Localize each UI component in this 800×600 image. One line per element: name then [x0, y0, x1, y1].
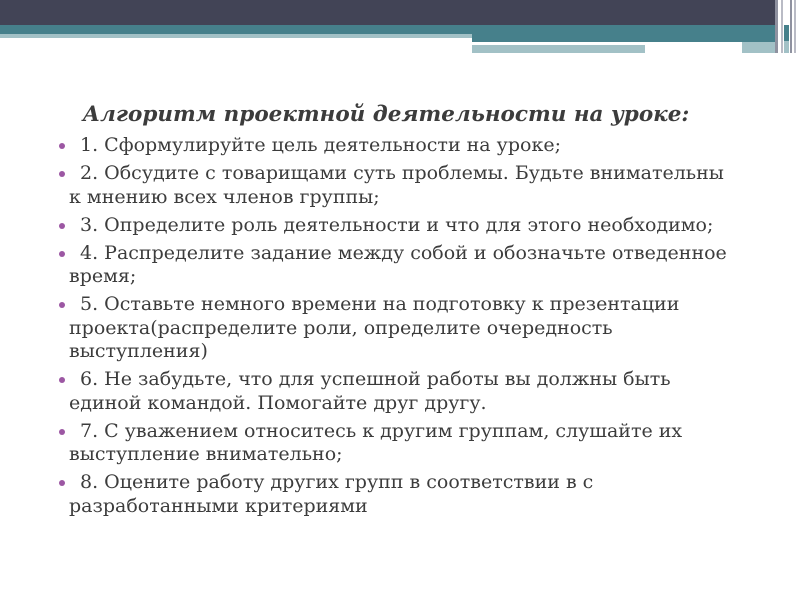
list-item [36, 368, 738, 415]
header-bar-lightteal-left [0, 34, 472, 38]
bullet-list [36, 134, 738, 523]
bullet-text: 6. Не забудьте, что для успешной работы вы должны быть единой командой. Помогайте друг другу. [69, 368, 671, 414]
corner-stripe-2 [781, 0, 783, 53]
bullet-marker-icon [59, 480, 65, 486]
list-item [36, 134, 738, 158]
list-item [36, 471, 738, 518]
bullet-marker-icon [59, 251, 65, 257]
bullet-marker-icon [59, 171, 65, 177]
bullet-text: 8. Оцените работу других групп в соответствии в с разработанными критериями [69, 471, 594, 517]
corner-stripe-4 [794, 0, 796, 53]
bullet-marker-icon [59, 143, 65, 149]
bullet-text: 1. Сформулируйте цель деятельности на уроке; [80, 134, 561, 156]
corner-teal-segment [784, 25, 789, 41]
bullet-marker-icon [59, 377, 65, 383]
bullet-text: 2. Обсудите с товарищами суть проблемы. Будьте внимательны к мнению всех членов группы; [69, 162, 724, 208]
bullet-text: 5. Оставьте немного времени на подготовку к презентации проекта(распределите роли, определите очередность выступления) [69, 293, 680, 362]
corner-stripe-1 [775, 0, 778, 53]
list-item [36, 420, 738, 467]
list-item [36, 242, 738, 289]
bullet-marker-icon [59, 302, 65, 308]
header-bar-lightteal-right [472, 45, 645, 53]
header-bar-teal-extension [472, 25, 800, 42]
bullet-text: 7. С уважением относитесь к другим группам, слушайте их выступление внимательно; [69, 419, 683, 465]
bullet-marker-icon [59, 429, 65, 435]
bullet-text: 3. Определите роль деятельности и что для этого необходимо; [80, 213, 714, 236]
bullet-text: 4. Распределите задание между собой и обозначьте отведенное время; [69, 241, 727, 287]
list-item [36, 293, 738, 364]
header-bar-dark [0, 0, 776, 25]
corner-lightteal-segment [784, 41, 789, 53]
list-item [36, 214, 738, 238]
bullet-marker-icon [59, 223, 65, 229]
corner-stripe-3 [790, 0, 792, 53]
list-item [36, 162, 738, 209]
slide-title: Алгоритм проектной деятельности на уроке: [82, 102, 690, 127]
